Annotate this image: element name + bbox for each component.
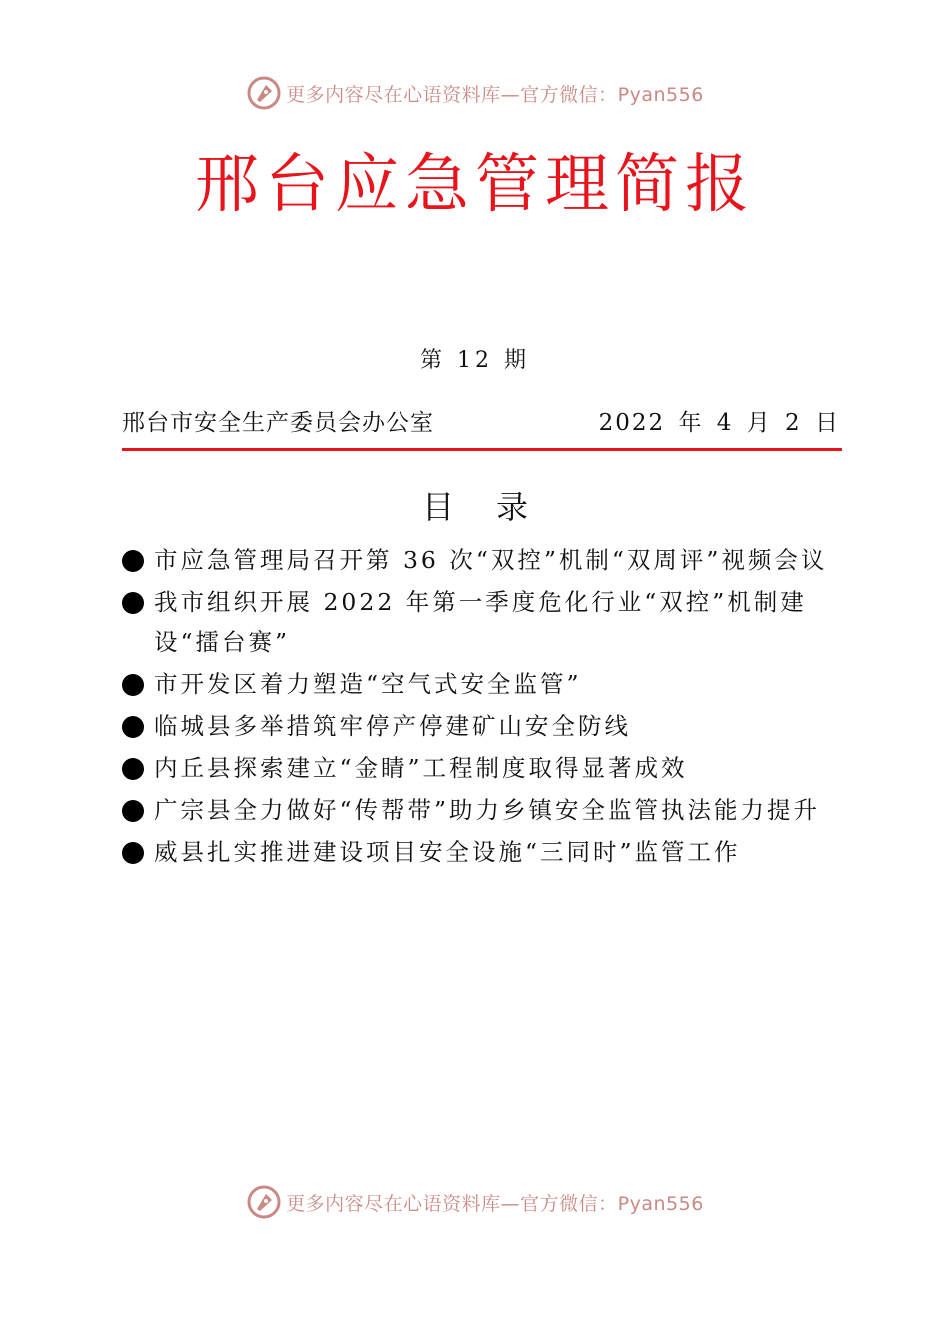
watermark-footer [0, 1182, 950, 1222]
toc-item [122, 706, 837, 746]
toc-item-text: 市开发区着力塑造“空气式安全监管” [154, 670, 582, 698]
red-divider-line [122, 448, 842, 451]
toc-item [122, 664, 837, 704]
pen-nib-logo-icon [246, 1184, 282, 1220]
watermark-text: 更多内容尽在心语资料库—官方微信：Pyan556 [286, 1192, 704, 1215]
bullet-icon [122, 674, 144, 696]
toc-item [122, 748, 837, 788]
publisher: 邢台市安全生产委员会办公室 [122, 410, 434, 436]
watermark-text: 更多内容尽在心语资料库—官方微信：Pyan556 [286, 83, 704, 106]
toc-list [122, 540, 837, 874]
toc-item-text: 市应急管理局召开第 36 次“双控”机制“双周评”视频会议 [154, 546, 828, 574]
toc-item [122, 582, 837, 662]
toc-item-text: 广宗县全力做好“传帮带”助力乡镇安全监管执法能力提升 [154, 796, 821, 824]
bullet-icon [122, 800, 144, 822]
toc-item [122, 832, 837, 872]
toc-item-text: 我市组织开展 2022 年第一季度危化行业“双控”机制建设“擂台赛” [154, 588, 807, 656]
toc-item-text: 威县扎实推进建设项目安全设施“三同时”监管工作 [154, 838, 741, 866]
toc-item-text: 内丘县探索建立“金睛”工程制度取得显著成效 [154, 754, 688, 782]
toc-heading: 目录 [421, 488, 570, 526]
issue-number: 第 12 期 [420, 348, 530, 373]
publish-date: 2022 年 4 月 2 日 [598, 410, 840, 436]
bullet-icon [122, 842, 144, 864]
watermark-header [0, 73, 950, 113]
toc-item [122, 790, 837, 830]
bullet-icon [122, 550, 144, 572]
toc-item-text: 临城县多举措筑牢停产停建矿山安全防线 [154, 712, 631, 740]
pen-nib-logo-icon [246, 75, 282, 111]
document-title: 邢台应急管理简报 [195, 148, 755, 222]
bullet-icon [122, 758, 144, 780]
bullet-icon [122, 716, 144, 738]
bullet-icon [122, 592, 144, 614]
toc-item [122, 540, 837, 580]
